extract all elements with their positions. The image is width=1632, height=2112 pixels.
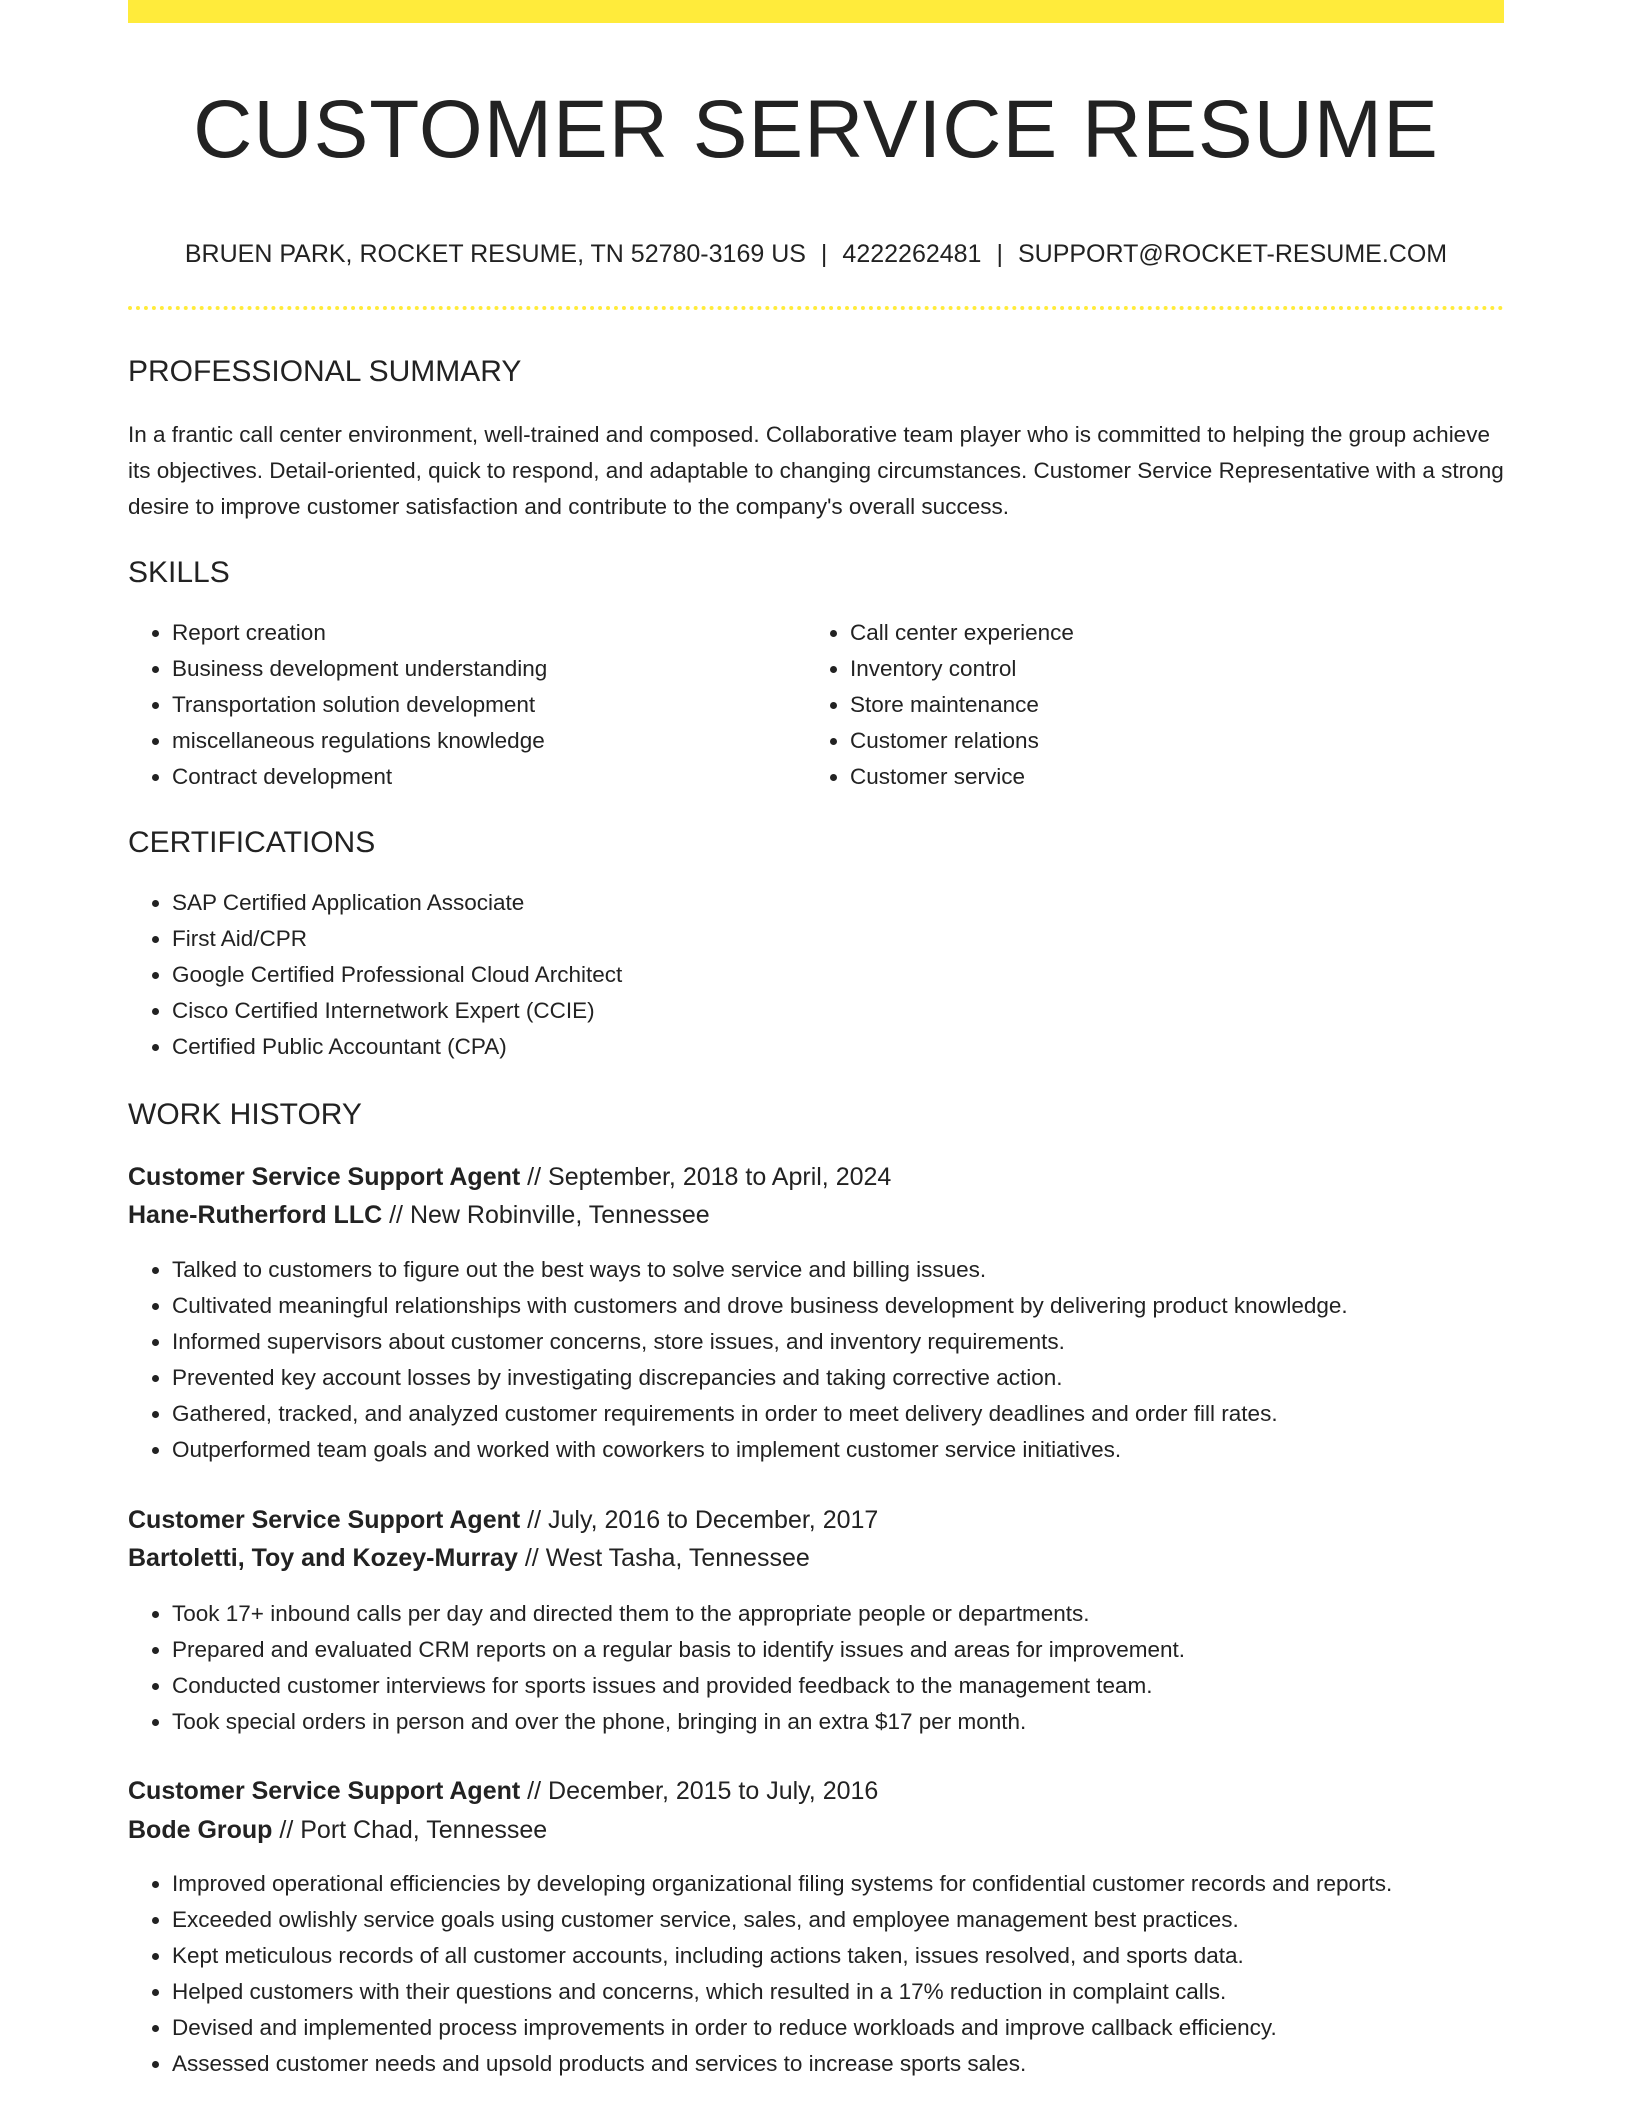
job-bullet: • Assessed customer needs and upsold products and services to increase sports sales. [172,2046,1504,2082]
contact-phone: 4222262481 [842,240,982,268]
job-title-line [128,1772,878,1810]
skill-item: • Call center experience [850,615,1490,651]
header-divider [128,306,1504,310]
job-title: Customer Service Support Agent [128,1163,521,1191]
job-divider: // [389,1201,404,1229]
skills-list-left [128,615,812,795]
job-location: New Robinville, Tennessee [409,1201,710,1229]
job-dates: September, 2018 to April, 2024 [548,1163,892,1191]
job-bullet: • Informed supervisors about customer concerns, store issues, and inventory requirements. [172,1324,1504,1360]
job-divider: // [527,1506,542,1534]
skill-item: • Transportation solution development [172,687,812,723]
job-bullet: • Exceeded owlishly service goals using customer service, sales, and employee management best practices. [172,1902,1504,1938]
job-bullet: • Kept meticulous records of all customer accounts, including actions taken, issues resolved, and sports data. [172,1938,1504,1974]
skill-item: • Inventory control [850,651,1490,687]
job-dates: July, 2016 to December, 2017 [548,1506,879,1534]
job-divider: // [527,1163,542,1191]
job-bullet: • Prepared and evaluated CRM reports on a regular basis to identify issues and areas for improvement. [172,1632,1504,1668]
job-title-line [128,1158,891,1196]
job-bullet: • Helped customers with their questions and concerns, which resulted in a 17% reduction in complaint calls. [172,1974,1504,2010]
job-title: Customer Service Support Agent [128,1777,521,1805]
contact-address: BRUEN PARK, ROCKET RESUME, TN 52780-3169 US [184,240,806,268]
job-company: Hane-Rutherford LLC [128,1201,383,1229]
job-divider: // [527,1777,542,1805]
job-title: Customer Service Support Agent [128,1506,521,1534]
job-bullet: • Cultivated meaningful relationships with customers and drove business development by delivering product knowledge. [172,1288,1504,1324]
top-accent-bar [128,0,1504,23]
certification-item: • SAP Certified Application Associate [172,885,1492,921]
skill-item: • Report creation [172,615,812,651]
job-bullet: • Talked to customers to figure out the best ways to solve service and billing issues. [172,1252,1504,1288]
job-bullet: • Took 17+ inbound calls per day and directed them to the appropriate people or departments. [172,1596,1504,1632]
skills-list-right [806,615,1490,795]
job-dates: December, 2015 to July, 2016 [548,1777,879,1805]
skill-item: • Store maintenance [850,687,1490,723]
contact-email: SUPPORT@ROCKET-RESUME.COM [1017,240,1448,268]
job-bullet: • Gathered, tracked, and analyzed customer requirements in order to meet delivery deadlines and order fill rates. [172,1396,1504,1432]
job-bullets [128,1596,1504,1740]
resume-title: CUSTOMER SERVICE RESUME [193,84,1439,175]
job-bullet: • Improved operational efficiencies by developing organizational filing systems for confidential customer records and reports. [172,1866,1504,1902]
contact-separator: | [996,240,1003,268]
job-divider: // [279,1816,294,1844]
job-bullet: • Outperformed team goals and worked with coworkers to implement customer service initiatives. [172,1432,1504,1468]
job-bullet: • Prevented key account losses by investigating discrepancies and taking corrective action. [172,1360,1504,1396]
skill-item: • Business development understanding [172,651,812,687]
skill-item: • Customer relations [850,723,1490,759]
certifications-list [128,885,1492,1065]
skill-item: • Contract development [172,759,812,795]
job-bullets [128,1252,1504,1468]
summary-text: In a frantic call center environment, well-trained and composed. Collaborative team player who is committed to helping the group achieve its objectives. Detail-oriented, quick to respond, and adaptable to changing circumstances. Customer Service Representative with a strong desire to improve customer satisfaction and contribute to the company's overall success. [128,422,1504,519]
certification-item: • Certified Public Accountant (CPA) [172,1029,1492,1065]
job-company-line [128,1539,810,1577]
job-company-line [128,1196,710,1234]
job-bullet: • Devised and implemented process improvements in order to reduce workloads and improve callback efficiency. [172,2010,1504,2046]
certification-item: • First Aid/CPR [172,921,1492,957]
skill-item: • Customer service [850,759,1490,795]
certification-item: • Google Certified Professional Cloud Architect [172,957,1492,993]
skill-item: • miscellaneous regulations knowledge [172,723,812,759]
work-history-heading: WORK HISTORY [128,1098,362,1131]
job-company: Bartoletti, Toy and Kozey-Murray [128,1544,518,1572]
job-bullet: • Conducted customer interviews for sports issues and provided feedback to the management team. [172,1668,1504,1704]
job-bullet: • Took special orders in person and over the phone, bringing in an extra $17 per month. [172,1704,1504,1740]
job-company: Bode Group [128,1816,273,1844]
certification-item: • Cisco Certified Internetwork Expert (CCIE) [172,993,1492,1029]
job-bullets [128,1866,1504,2082]
job-title-line [128,1501,878,1539]
job-location: Port Chad, Tennessee [300,1816,548,1844]
job-company-line [128,1811,547,1849]
job-location: West Tasha, Tennessee [545,1544,810,1572]
contact-line [128,236,1504,272]
certifications-heading: CERTIFICATIONS [128,826,376,859]
skills-heading: SKILLS [128,556,230,589]
summary-heading: PROFESSIONAL SUMMARY [128,355,522,388]
job-divider: // [524,1544,539,1572]
contact-separator: | [820,240,828,268]
